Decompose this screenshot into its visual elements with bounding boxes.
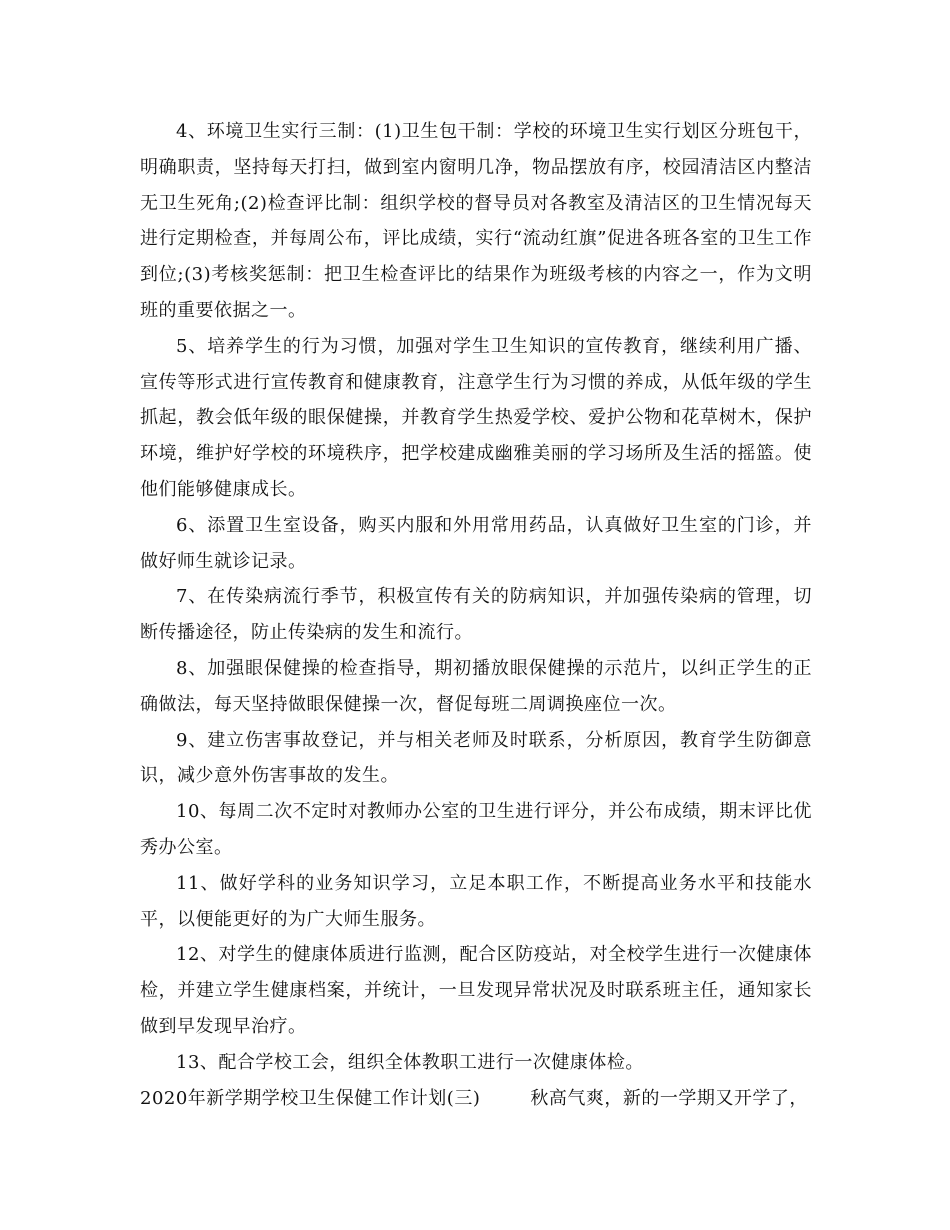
paragraph-item-13: 13、配合学校工会，组织全体教职工进行一次健康体检。 xyxy=(176,1051,644,1073)
paragraph-item-11: 11、做好学科的业务知识学习，立足本职工作，不断提高业务水平和技能水平，以便能更好的为广大师生服务。 xyxy=(140,872,812,930)
paragraph-item-4: 4、环境卫生实行三制：(1)卫生包干制：学校的环境卫生实行划区分班包干，明确职责，坚持每天打扫，做到室内窗明几净，物品摆放有序，校园清洁区内整洁无卫生死角;(2)检查评比制：组织学校的督导员对各教室及清洁区的卫生情况每天进行定期检查，并每周公布，评比成绩，实行“流动红旗”促进各班各室的卫生工作到位;(3)考核奖惩制：把卫生检查评比的结果作为班级考核的内容之一，作为文明班的重要依据之一。 xyxy=(140,121,812,321)
paragraph-item-9: 9、建立伤害事故登记，并与相关老师及时联系，分析原因，教育学生防御意识，减少意外伤害事故的发生。 xyxy=(140,729,812,787)
paragraph-item-7: 7、在传染病流行季节，积极宣传有关的防病知识，并加强传染病的管理，切断传播途径，防止传染病的发生和流行。 xyxy=(140,586,812,644)
section-opening-text: 秋高气爽，新的一学期又开学了， xyxy=(530,1087,808,1109)
paragraph-item-5: 5、培养学生的行为习惯，加强对学生卫生知识的宣传教育，继续利用广播、宣传等形式进行宣传教育和健康教育，注意学生行为习惯的养成，从低年级的学生抓起，教会低年级的眼保健操，并教育学生热爱学校、爱护公物和花草树木，保护环境，维护好学校的环境秩序，把学校建成幽雅美丽的学习场所及生活的摇篮。使他们能够健康成长。 xyxy=(140,335,812,500)
paragraph-item-10: 10、每周二次不定时对教师办公室的卫生进行评分，并公布成绩，期末评比优秀办公室。 xyxy=(140,801,812,858)
paragraph-item-8: 8、加强眼保健操的检查指导，期初播放眼保健操的示范片，以纠正学生的正确做法，每天坚持做眼保健操一次，督促每班二周调换座位一次。 xyxy=(140,657,812,715)
section-line xyxy=(140,1081,812,1117)
section-heading: 2020年新学期学校卫生保健工作计划(三) xyxy=(140,1087,481,1109)
document-body xyxy=(140,114,812,1116)
paragraph-item-6: 6、添置卫生室设备，购买内服和外用常用药品，认真做好卫生室的门诊，并做好师生就诊记录。 xyxy=(140,514,812,572)
paragraph-item-12: 12、对学生的健康体质进行监测，配合区防疫站，对全校学生进行一次健康体检，并建立学生健康档案，并统计，一旦发现异常状况及时联系班主任，通知家长做到早发现早治疗。 xyxy=(140,944,812,1037)
